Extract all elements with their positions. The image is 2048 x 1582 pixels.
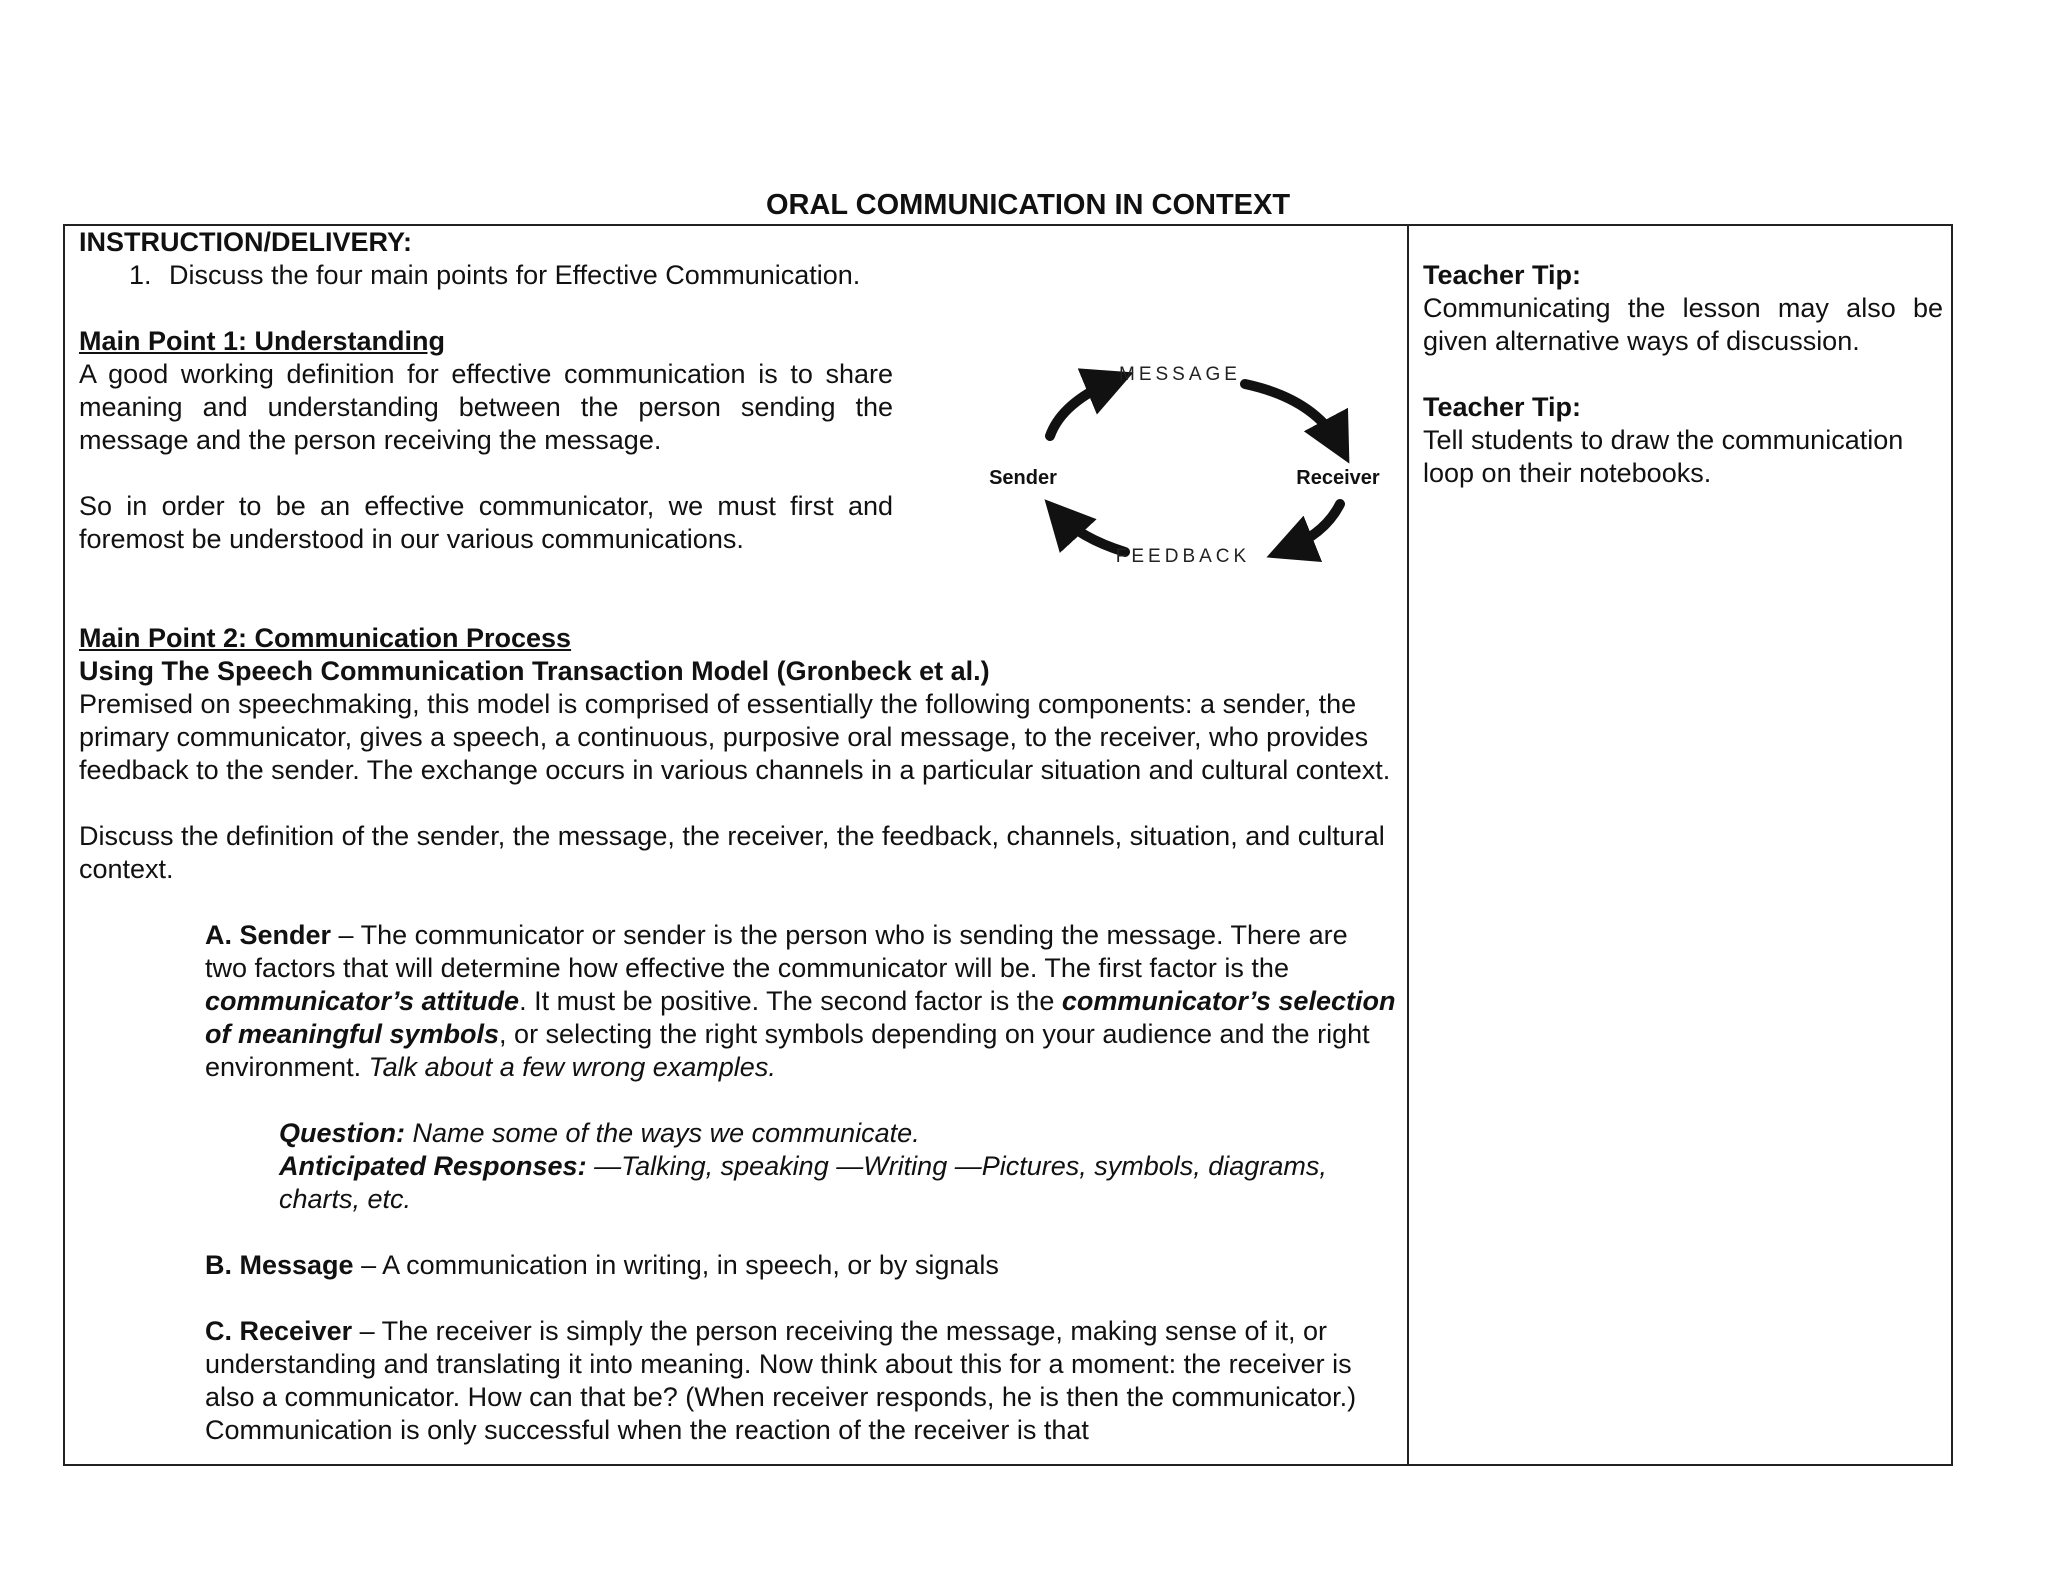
question-text: Name some of the ways we communicate. — [405, 1118, 920, 1148]
responses-label: Anticipated Responses: — [279, 1151, 587, 1181]
main-point-2-heading: Main Point 2: Communication Process — [79, 623, 572, 653]
sender-italic-note: Talk about a few wrong examples. — [368, 1052, 776, 1082]
responses-text: —Talking, speaking —Writing —Pictures, symbols, diagrams, charts, etc. — [279, 1151, 1327, 1214]
teacher-tips-column — [1423, 259, 1943, 490]
sender-text-3: , or selecting the right symbols depending on your audience and the right environment. — [205, 1019, 1370, 1082]
model-subheading: Using The Speech Communication Transaction Model (Gronbeck et al.) — [79, 656, 990, 686]
message-label: B. Message — [205, 1250, 354, 1280]
sender-text-2: . It must be positive. The second factor is the — [519, 986, 1062, 1016]
diagram-message-label: MESSAGE — [1119, 364, 1241, 385]
arrow-message-to-receiver — [1245, 384, 1340, 446]
diagram-sender-label: Sender — [989, 467, 1057, 489]
sender-emphasis-2: communicator’s selection of meaningful symbols — [205, 986, 1396, 1049]
diagram-receiver-label: Receiver — [1296, 467, 1380, 489]
message-definition — [79, 1249, 1397, 1282]
step-number: 1. — [129, 260, 152, 290]
lesson-table — [63, 224, 1953, 1466]
question-label: Question: — [279, 1118, 405, 1148]
sender-emphasis-1: communicator’s attitude — [205, 986, 520, 1016]
step-text: Discuss the four main points for Effective Communication. — [169, 260, 861, 290]
receiver-label: C. Receiver — [205, 1316, 353, 1346]
teacher-tip-2-label: Teacher Tip: — [1423, 392, 1582, 422]
arrow-sender-to-message — [1050, 380, 1115, 436]
communication-loop-diagram — [950, 354, 1420, 594]
teacher-tip-1-text: Communicating the lesson may also be given alternative ways of discussion. — [1423, 293, 1943, 356]
model-description: Premised on speechmaking, this model is comprised of essentially the following components: a sender, the primary communicator, gives a speech, a continuous, purposive oral message, to the receiver, who provides feedback to the sender. The exchange occurs in various channels in a particular situation and cultural context. — [79, 689, 1391, 785]
main-point-1-definition: A good working definition for effective communication is to share meaning and understanding between the person sending the message and the person receiving the message. — [79, 359, 893, 455]
sender-definition — [79, 919, 1397, 1084]
anticipated-responses — [79, 1150, 1397, 1216]
section-heading: INSTRUCTION/DELIVERY: — [79, 227, 413, 257]
arrow-receiver-to-feedback — [1285, 504, 1340, 550]
main-point-1-summary: So in order to be an effective communicator, we must first and foremost be understood in our various communications. — [79, 491, 893, 554]
sender-label: A. Sender — [205, 920, 332, 950]
main-point-1-heading: Main Point 1: Understanding — [79, 326, 446, 356]
teacher-tip-2-text: Tell students to draw the communication loop on their notebooks. — [1423, 425, 1904, 488]
diagram-feedback-label: FEEDBACK — [1115, 546, 1251, 567]
page-title: ORAL COMMUNICATION IN CONTEXT — [765, 189, 1291, 221]
question — [79, 1117, 1397, 1150]
teacher-tip-1-label: Teacher Tip: — [1423, 260, 1582, 290]
discussion-instruction: Discuss the definition of the sender, the message, the receiver, the feedback, channels, situation, and cultural context. — [79, 821, 1385, 884]
receiver-definition — [79, 1315, 1397, 1447]
message-text: – A communication in writing, in speech, or by signals — [353, 1250, 999, 1280]
sender-text-1: – The communicator or sender is the person who is sending the message. There are two factors that will determine how effective the communicator will be. The first factor is the — [205, 920, 1348, 983]
step-item — [79, 259, 1397, 292]
receiver-text: – The receiver is simply the person receiving the message, making sense of it, or understanding and translating it into meaning. Now think about this for a moment: the receiver is also a communicator. How can that be? (When receiver responds, he is then the communicator.) Communication is only successful when the reaction of the receiver is that — [205, 1316, 1357, 1445]
